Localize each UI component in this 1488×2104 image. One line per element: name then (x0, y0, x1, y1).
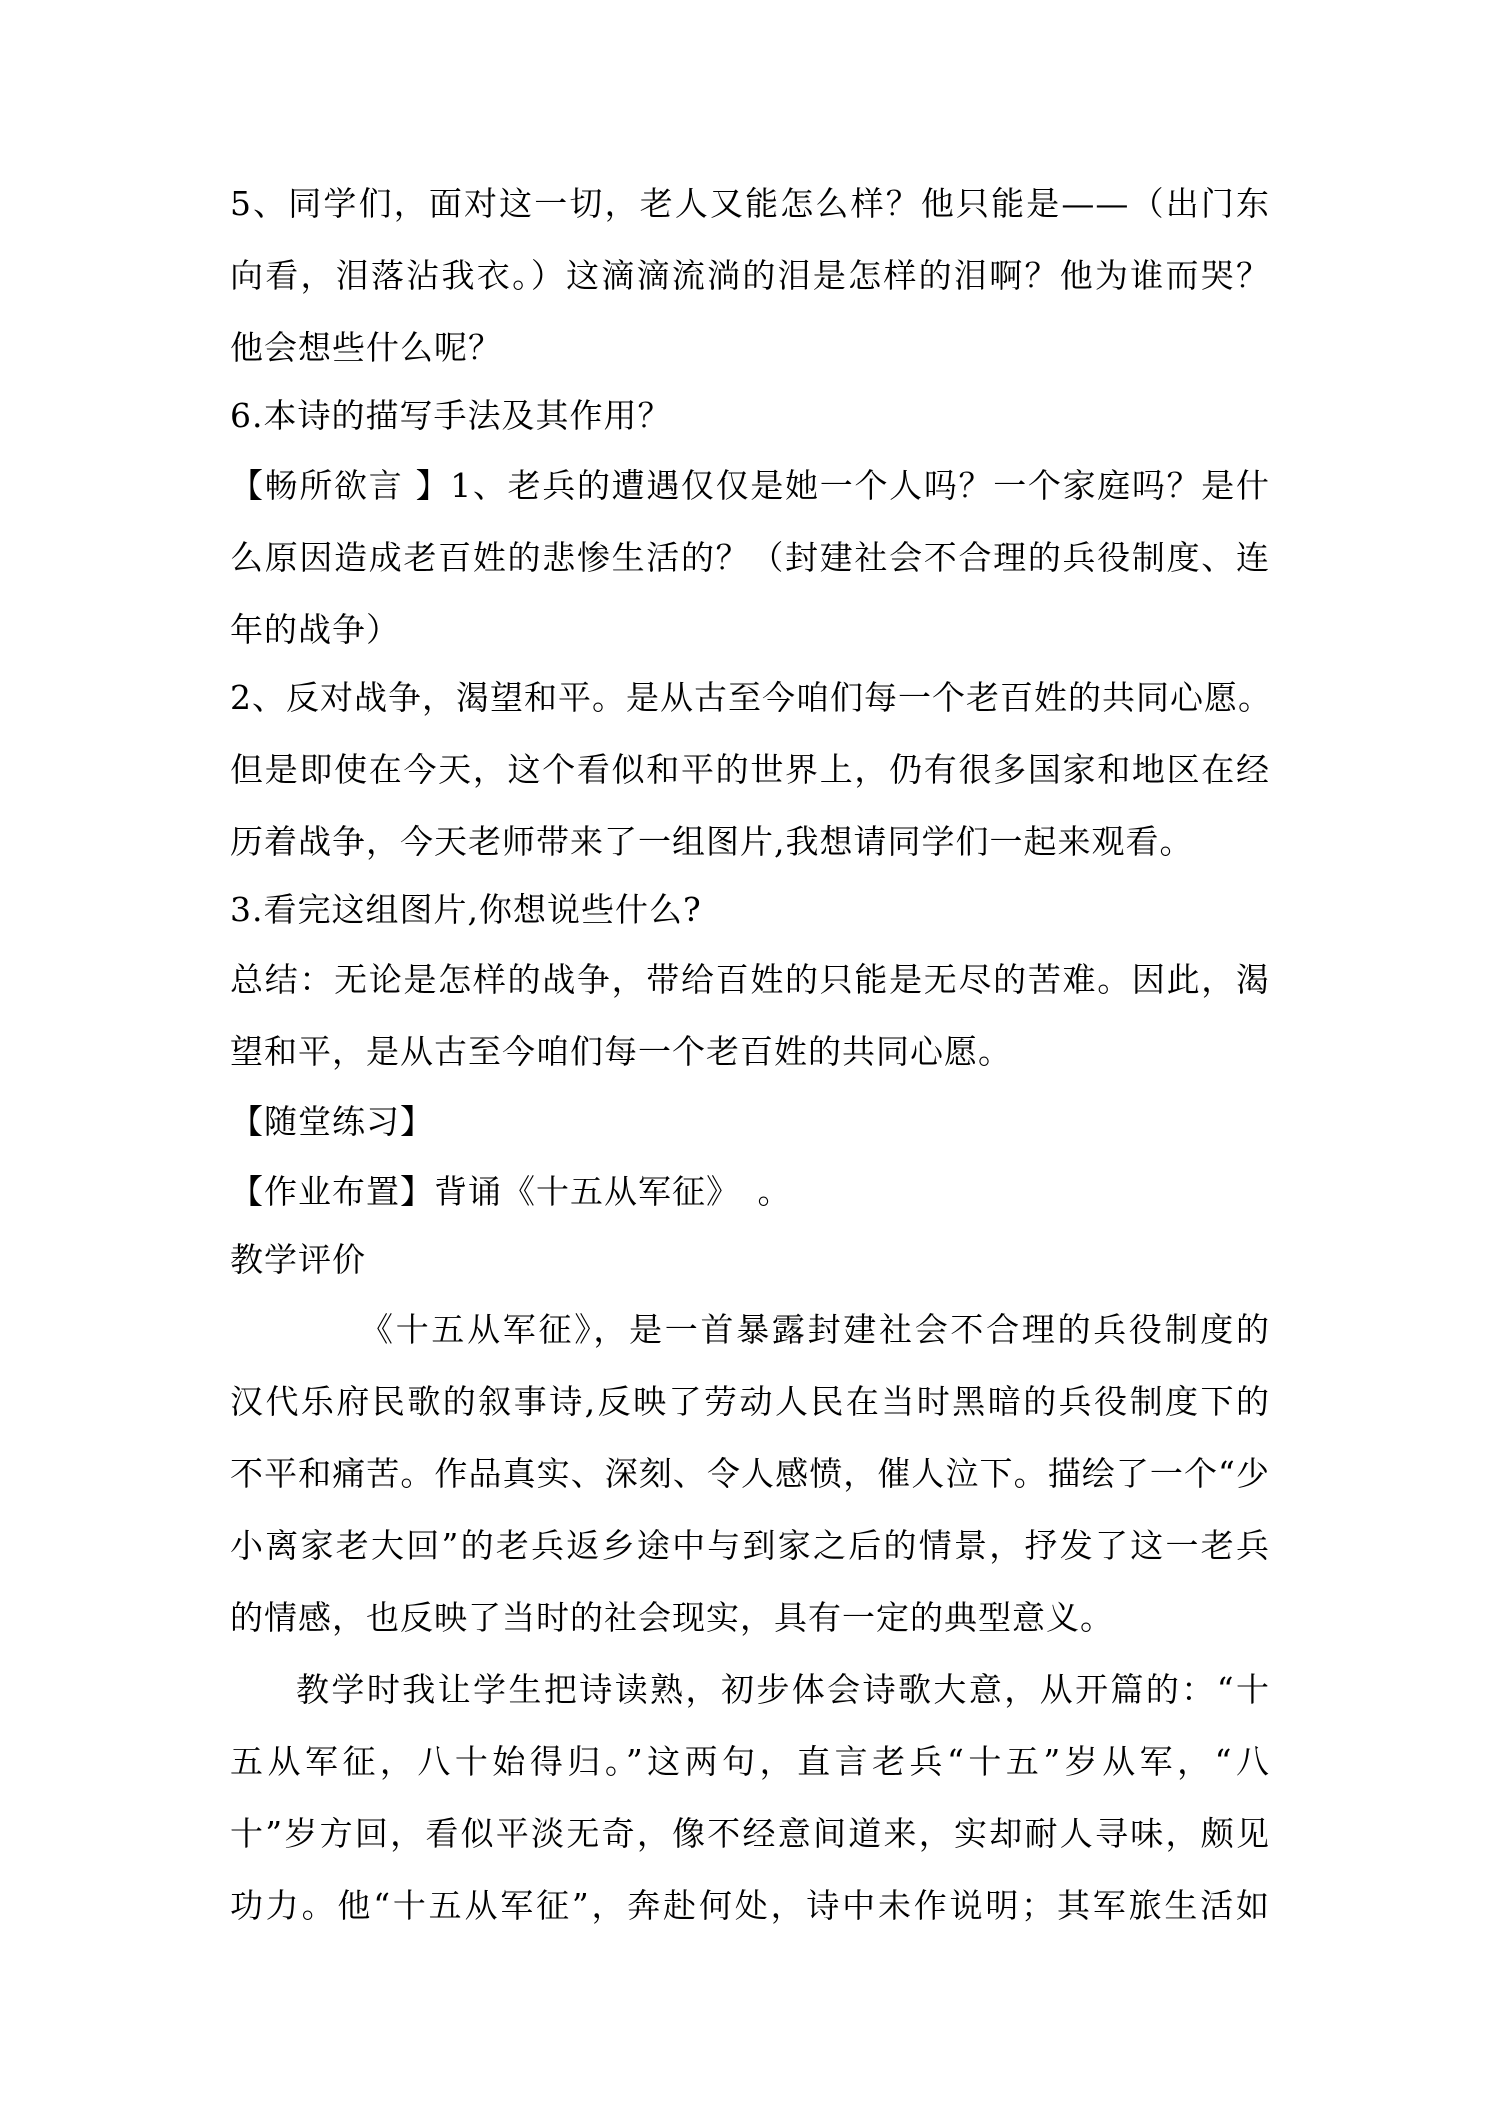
text-line-1: 5、同学们，面对这一切，老人又能怎么样？他只能是——（出门东 (230, 184, 1270, 223)
text-line-18: 汉代乐府民歌的叙事诗,反映了劳动人民在当时黑暗的兵役制度下的 (230, 1382, 1270, 1421)
text-line-25: 功力。他“十五从军征”，奔赴何处，诗中未作说明；其军旅生活如 (230, 1886, 1270, 1925)
text-line-11: 3.看完这组图片,你想说些什么? (230, 890, 702, 929)
section-heading-practice: 【随堂练习】 (230, 1102, 434, 1141)
text-line-23: 五从军征，八十始得归。”这两句，直言老兵“十五”岁从军，“八 (230, 1742, 1270, 1781)
text-line-19: 不平和痛苦。作品真实、深刻、令人感愤，催人泣下。描绘了一个“少 (230, 1454, 1270, 1493)
text-line-2: 向看，泪落沾我衣。）这滴滴流淌的泪是怎样的泪啊？他为谁而哭？ (230, 256, 1270, 295)
text-line-13: 望和平，是从古至今咱们每一个老百姓的共同心愿。 (230, 1032, 1012, 1071)
text-line-7: 年的战争） (230, 610, 400, 649)
section-heading-evaluation: 教学评价 (230, 1240, 366, 1279)
text-line-22: 教学时我让学生把诗读熟，初步体会诗歌大意，从开篇的：“十 (296, 1670, 1270, 1709)
section-heading-homework: 【作业布置】背诵《十五从军征》 。 (230, 1172, 792, 1211)
text-line-24: 十”岁方回，看似平淡无奇，像不经意间道来，实却耐人寻味，颇见 (230, 1814, 1270, 1853)
text-line-9: 但是即使在今天，这个看似和平的世界上，仍有很多国家和地区在经 (230, 750, 1270, 789)
text-line-4: 6.本诗的描写手法及其作用？ (230, 396, 672, 435)
text-line-20: 小离家老大回”的老兵返乡途中与到家之后的情景，抒发了这一老兵 (230, 1526, 1270, 1565)
text-line-3: 他会想些什么呢？ (230, 328, 502, 367)
text-line-17: 《十五从军征》，是一首暴露封建社会不合理的兵役制度的 (360, 1310, 1270, 1349)
text-line-10: 历着战争，今天老师带来了一组图片,我想请同学们一起来观看。 (230, 822, 1194, 861)
text-line-12: 总结：无论是怎样的战争，带给百姓的只能是无尽的苦难。因此，渴 (230, 960, 1270, 999)
text-line-6: 么原因造成老百姓的悲惨生活的？（封建社会不合理的兵役制度、连 (230, 538, 1270, 577)
text-line-21: 的情感，也反映了当时的社会现实，具有一定的典型意义。 (230, 1598, 1114, 1637)
text-line-5: 【畅所欲言 】1、老兵的遭遇仅仅是她一个人吗？一个家庭吗？是什 (230, 466, 1270, 505)
text-line-8: 2、反对战争，渴望和平。是从古至今咱们每一个老百姓的共同心愿。 (230, 678, 1272, 717)
